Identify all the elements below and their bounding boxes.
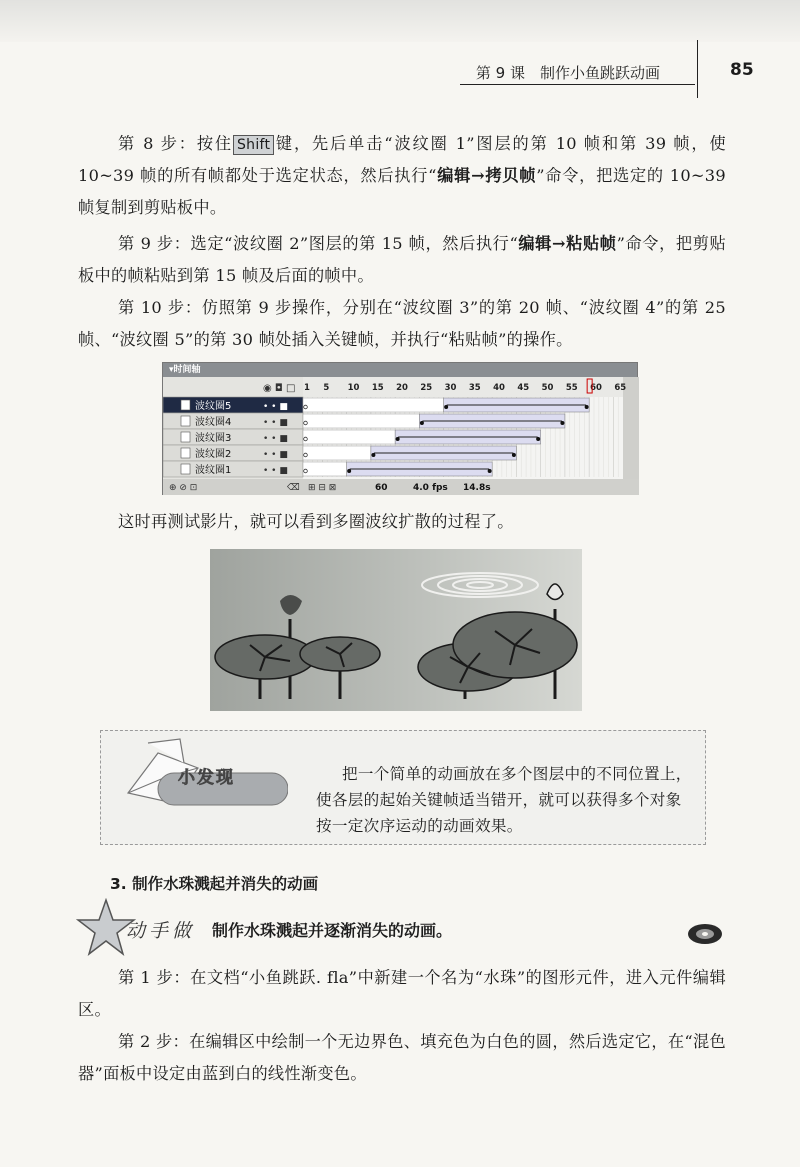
paste-frames-command: 编辑→粘贴帧 xyxy=(518,234,617,253)
timeline-scrollbar xyxy=(623,377,639,495)
ruler-tick-label: 65 xyxy=(614,383,627,393)
ruler-tick-label: 60 xyxy=(590,383,602,393)
hands-on-title: 制作水珠溅起并逐渐消失的动画。 xyxy=(212,921,453,940)
ruler-tick-label: 20 xyxy=(396,383,408,393)
layer-icon xyxy=(181,416,190,426)
timeline-panel xyxy=(162,362,638,495)
step-8-prefix: 第 8 步：按住 xyxy=(118,134,233,153)
step-8-suffix: ”命令，把选定的 10~39 帧复制到剪贴板中。 xyxy=(78,166,726,217)
timeline-title: ▾时间轴 xyxy=(163,363,637,377)
ruler-tick-label: 30 xyxy=(444,383,457,393)
discovery-text: 把一个简单的动画放在多个图层中的不同位置上，使各层的起始关键帧适当错开，就可以获得多个对象按一定次序运动的动画效果。 xyxy=(316,765,692,835)
step-8-paragraph xyxy=(78,128,726,224)
header-rule xyxy=(460,84,695,85)
ruler-tick-label: 35 xyxy=(468,383,481,393)
end-keyframe xyxy=(560,421,564,425)
start-keyframe xyxy=(371,453,375,457)
layer-icon xyxy=(181,464,190,474)
end-keyframe xyxy=(585,405,589,409)
end-keyframe xyxy=(488,469,492,473)
ruler-tick-label: 1 xyxy=(304,383,310,393)
start-keyframe xyxy=(420,421,424,425)
layer-visibility-dots: • • ■ xyxy=(263,434,288,444)
ruler-tick-label: 55 xyxy=(565,383,578,393)
end-keyframe xyxy=(536,437,540,441)
step-9-prefix: 第 9 步：选定“波纹圈 2”图层的第 15 帧，然后执行“ xyxy=(118,234,519,253)
layer-name: 波纹圈5 xyxy=(195,401,232,412)
copy-frames-command: 编辑→拷贝帧 xyxy=(436,166,537,185)
layer-visibility-dots: • • ■ xyxy=(263,418,288,428)
layer-visibility-dots: • • ■ xyxy=(263,466,288,476)
layer-visibility-dots: • • ■ xyxy=(263,402,288,412)
step-10-paragraph: 第 10 步：仿照第 9 步操作，分别在“波纹圈 3”的第 20 帧、“波纹圈 4”的第 25 帧、“波纹圈 5”的第 30 帧处插入关键帧，并执行“粘贴帧”的操作。 xyxy=(78,298,726,349)
ruler-tick-label: 40 xyxy=(493,383,505,393)
eye-lock-outline-icons: ◉ ◘ □ xyxy=(263,383,296,394)
pond-illustration xyxy=(210,549,582,711)
ruler-tick-label: 5 xyxy=(323,383,330,393)
shift-key: Shift xyxy=(233,135,274,155)
ruler-tick-label: 50 xyxy=(541,383,554,393)
step-8-mid: 键，先后单击“波纹圈 1”图层的第 10 帧和第 39 帧，使 10~39 帧的所有帧都处于选定状态，然后执行“ xyxy=(78,134,726,185)
hands-on-label: 动手做 xyxy=(126,920,196,942)
ruler-tick-label: 15 xyxy=(371,383,384,393)
ruler-tick-label: 10 xyxy=(347,383,360,393)
end-keyframe xyxy=(512,453,516,457)
layer-icon xyxy=(181,448,190,458)
layer-icon xyxy=(181,432,190,442)
layer-name: 波纹圈4 xyxy=(195,417,232,428)
section-3-heading: 3. 制作水珠溅起并消失的动画 xyxy=(110,875,319,893)
cd-disc-icon xyxy=(686,922,724,946)
frame-rate: 4.0 fps xyxy=(413,483,448,493)
empty-frames xyxy=(303,462,347,476)
discovery-label: 小发现 xyxy=(178,768,235,788)
timeline-grid xyxy=(163,377,639,495)
running-header: 第 9 课 制作小鱼跳跃动画 xyxy=(475,64,660,82)
timeline-status-bar xyxy=(163,479,639,495)
layer-name: 波纹圈3 xyxy=(195,433,232,444)
current-frame: 60 xyxy=(375,483,388,493)
layer-visibility-dots: • • ■ xyxy=(263,450,288,460)
step-1-paragraph: 第 1 步：在文档“小鱼跳跃. fla”中新建一个名为“水珠”的图形元件，进入元件编辑区。 xyxy=(78,968,726,1019)
layer-name: 波纹圈2 xyxy=(195,449,232,460)
step-2-paragraph: 第 2 步：在编辑区中绘制一个无边界色、填充色为白色的圆，然后选定它，在“混色器”面板中设定由蓝到白的线性渐变色。 xyxy=(78,1032,726,1083)
layer-icon xyxy=(181,400,190,410)
layer-name: 波纹圈1 xyxy=(195,465,232,476)
ruler-tick-label: 45 xyxy=(517,383,530,393)
ruler-tick-label: 25 xyxy=(420,383,433,393)
empty-frames xyxy=(303,446,371,460)
page-number: 85 xyxy=(730,60,754,80)
elapsed-time: 14.8s xyxy=(463,483,491,493)
add-layer-icons: ⊕ ⊘ ⊡ xyxy=(169,483,198,493)
start-keyframe xyxy=(396,437,400,441)
header-divider xyxy=(697,40,698,98)
start-keyframe xyxy=(444,405,448,409)
onion-skin-icons: ⊞ ⊟ ⊠ xyxy=(308,483,337,493)
step-9-suffix: ”命令，把剪贴板中的帧粘贴到第 15 帧及后面的帧中。 xyxy=(78,234,726,285)
page-top-band xyxy=(0,0,800,42)
empty-frames xyxy=(303,430,395,444)
empty-frames xyxy=(303,398,444,412)
empty-frames xyxy=(303,414,419,428)
after-timeline-paragraph: 这时再测试影片，就可以看到多圈波纹扩散的过程了。 xyxy=(118,512,514,531)
step-9-paragraph xyxy=(78,228,726,292)
delete-layer-icon: ⌫ xyxy=(287,483,300,493)
start-keyframe xyxy=(347,469,351,473)
